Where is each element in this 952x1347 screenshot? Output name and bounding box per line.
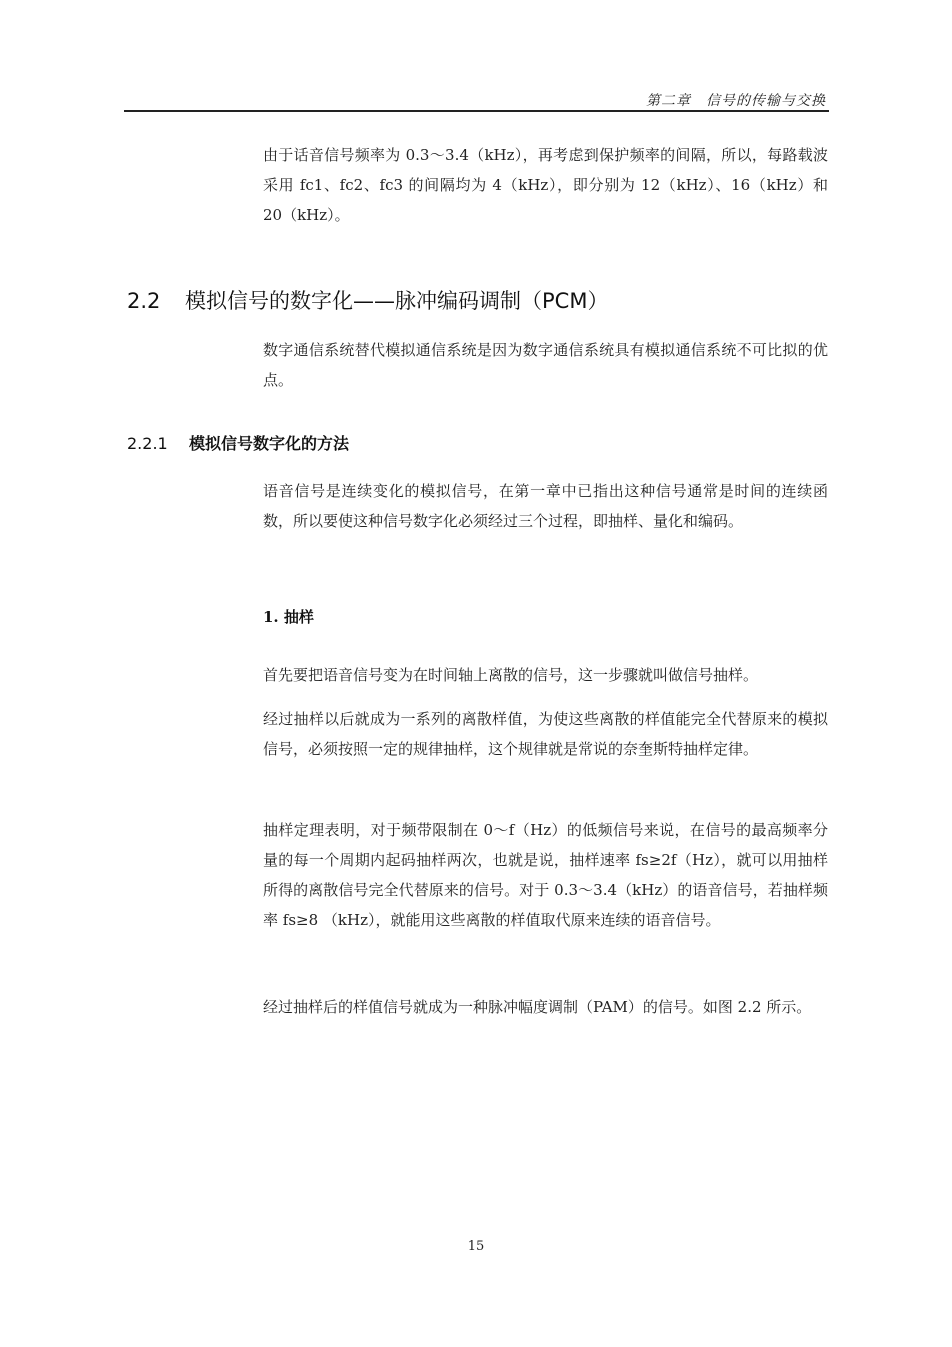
subsection-title-text: 模拟信号数字化的方法: [189, 434, 350, 453]
running-header: 第二章 信号的传输与交换: [646, 93, 826, 109]
paragraph-section-2-2-1: 语音信号是连续变化的模拟信号，在第一章中已指出这种信号通常是时间的连续函数，所以要使这种信号数字化必须经过三个过程，即抽样、量化和编码。: [263, 482, 828, 530]
subsection-heading-2-2-1: [127, 431, 349, 454]
subsection-number: 2.2.1: [127, 434, 168, 453]
paragraph-sampling-2: 经过抽样以后就成为一系列的离散样值，为使这些离散的样值能完全代替原来的模拟信号，必须按照一定的规律抽样，这个规律就是常说的奈奎斯特抽样定律。: [263, 710, 828, 758]
paragraph-sampling-4: 经过抽样后的样值信号就成为一种脉冲幅度调制（PAM）的信号。如图 2.2 所示。: [263, 998, 812, 1016]
section-heading-2-2: [127, 285, 608, 315]
page-number: 15: [467, 1239, 485, 1254]
subheading-sampling: 1. 抽样: [263, 608, 314, 626]
paragraph-section-2-2: 数字通信系统替代模拟通信系统是因为数字通信系统具有模拟通信系统不可比拟的优点。: [263, 341, 828, 389]
section-title-text: 模拟信号的数字化——脉冲编码调制（PCM）: [185, 289, 609, 313]
paragraph-intro: 由于话音信号频率为 0.3～3.4（kHz），再考虑到保护频率的间隔，所以，每路载波采用 fc1、fc2、fc3 的间隔均为 4（kHz），即分别为 12（kHz）、16（kHz）和 20（kHz）。: [263, 146, 828, 224]
paragraph-sampling-1: 首先要把语音信号变为在时间轴上离散的信号，这一步骤就叫做信号抽样。: [263, 666, 759, 684]
section-number: 2.2: [127, 289, 161, 313]
header-rule: [124, 110, 829, 112]
paragraph-sampling-3: 抽样定理表明，对于频带限制在 0～f（Hz）的低频信号来说，在信号的最高频率分量的每一个周期内起码抽样两次，也就是说，抽样速率 fs≥2f（Hz），就可以用抽样所得的离散信号完全代替原来的信号。对于 0.3～3.4（kHz）的语音信号，若抽样频率 fs≥8 （kHz），就能用这些离散的样值取代原来连续的语音信号。: [263, 821, 828, 929]
